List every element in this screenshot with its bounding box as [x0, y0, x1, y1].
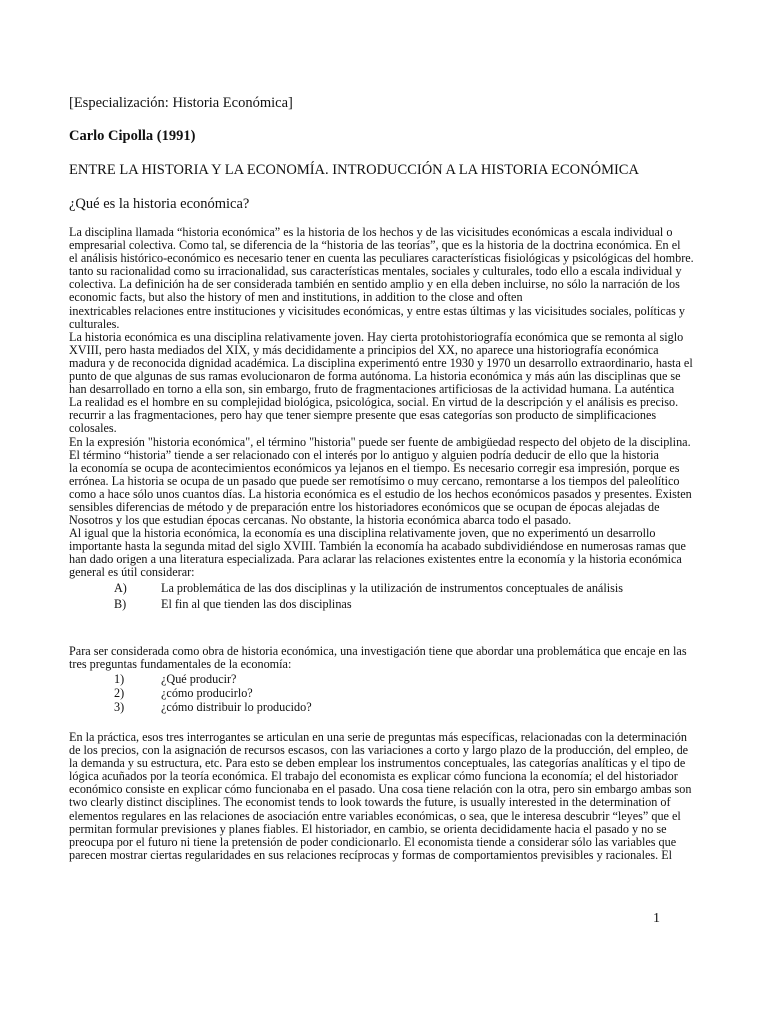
- text-line: económico consiste en explicar cómo funcionaba en el pasado. Una cosa tiene relación con la otra, pero sin embargo ambas son: [69, 782, 692, 797]
- list-item: [69, 596, 701, 612]
- text-line: parecen mostrar ciertas regularidades en sus relaciones recíprocas y formas de comportamientos previsibles y racionales. El: [69, 847, 673, 862]
- list-marker: 2): [114, 686, 125, 701]
- text-line: La disciplina llamada “historia económica” es la historia de los hechos y de las vicisitudes económicas a escala individual o: [69, 225, 673, 239]
- list-marker: 3): [114, 700, 125, 715]
- text-line: importante hasta la segunda mitad del siglo XVIII. También la economía ha acabado subdividiéndose en numerosas ramas que: [69, 539, 686, 554]
- questions-list: [69, 672, 701, 714]
- text-line: la economía se ocupa de acontecimientos económicos ya lejanos en el tiempo. Es necesario corregir esa impresión, porque es: [69, 460, 680, 475]
- text-line: han desarrollado en torno a ella son, sin embargo, fruto de fragmentaciones artificiosas de la actividad humana. La auténtica: [69, 382, 675, 397]
- text-line: el análisis histórico-económico es necesario tener en cuenta las peculiares características fisiológicas y psicológicas del hombre.: [69, 251, 694, 266]
- considerations-list: [69, 580, 701, 612]
- text-line: Al igual que la historia económica, la economía es una disciplina relativamente joven, que no experimentó un desarrollo: [69, 526, 656, 541]
- text-line: preocupa por el futuro ni tiene la pretensión de poder condicionarlo. El economista tiende a considerar sólo las variables que: [69, 834, 677, 849]
- specialization-heading: [Especialización: Historia Económica]: [69, 95, 293, 111]
- list-text: La problemática de las dos disciplinas y la utilización de instrumentos conceptuales de análisis: [161, 580, 623, 595]
- text-line: la demanda y su estructura, etc. Para esto se deben emplear los instrumentos conceptuales, las categorías analíticas y el tipo de: [69, 756, 686, 771]
- text-line: elementos regulares en las relaciones de asociación entre variables económicas, o sea, que le interesa descubrir “leyes” que el: [69, 808, 681, 823]
- list-item: [69, 672, 701, 686]
- text-line: Nosotros y los que estudian épocas cercanas. No obstante, la historia económica abarca todo el pasado.: [69, 513, 572, 528]
- list-marker: A): [114, 580, 127, 595]
- text-line: La realidad es el hombre en su complejidad biológica, psicológica, social. En virtud de la descripción y el análisis es preciso.: [69, 395, 679, 410]
- text-line: inextricables relaciones entre instituciones y vicisitudes económicas, y entre estas últimas y las vicisitudes sociales, políticas y: [69, 303, 685, 318]
- list-item: [69, 580, 701, 596]
- text-line: general es útil considerar:: [69, 565, 195, 580]
- text-line: colectiva. La definición ha de ser considerada también en sentido amplio y en ella deben incluirse, no sólo la narración de los: [69, 277, 680, 292]
- list-text: ¿Qué producir?: [161, 672, 237, 687]
- text-line: como a hace sólo unos cuantos días. La historia económica es el estudio de los hechos económicos pasados y presentes. Existen: [69, 486, 692, 501]
- list-text: ¿cómo distribuir lo producido?: [161, 700, 312, 715]
- text-line: culturales.: [69, 316, 120, 331]
- text-line: XVIII, pero hasta mediados del XIX, y más decididamente a principios del XX, no aparece una historiografía económica: [69, 342, 659, 357]
- list-text: ¿cómo producirlo?: [161, 686, 253, 701]
- third-paragraph: [69, 731, 701, 862]
- text-line: han dado origen a una literatura especializada. Para aclarar las relaciones existentes entre la economía y la historia económica: [69, 552, 682, 567]
- author-heading: Carlo Cipolla (1991): [69, 128, 196, 144]
- document-title: ENTRE LA HISTORIA Y LA ECONOMÍA. INTRODUCCIÓN A LA HISTORIA ECONÓMICA: [69, 162, 639, 178]
- text-line: de los precios, con la asignación de recursos escasos, con las variaciones a corto y largo plazo de la producción, del empleo, de: [69, 743, 689, 758]
- text-line: Para ser considerada como obra de historia económica, una investigación tiene que abordar una problemática que encaje en las: [69, 644, 687, 658]
- para2-lines: [69, 645, 701, 671]
- text-line: lógica acuñados por la teoría económica. El trabajo del economista es explicar cómo funciona la economía; el del historiador: [69, 769, 678, 784]
- page-number: 1: [653, 911, 660, 926]
- text-line: recurrir a las fragmentaciones, pero hay que tener siempre presente que esas categorías son producto de simplificaciones: [69, 408, 657, 423]
- text-line: errónea. La historia se ocupa de un pasado que puede ser remotísimo o muy cercano, remontarse a los tiempos del paleolítico: [69, 473, 680, 488]
- text-line: tres preguntas fundamentales de la economía:: [69, 657, 292, 672]
- list-item: [69, 686, 701, 700]
- section-question: ¿Qué es la historia económica?: [69, 196, 250, 212]
- text-line: madura y de reconocida dignidad académica. La disciplina experimentó entre 1930 y 1970 un desarrollo extraordinario, hasta el: [69, 355, 693, 370]
- text-line: permitan formular previsiones y planes fiables. El historiador, en cambio, se orienta decididamente hacia el pasado y no se: [69, 821, 667, 836]
- text-line: empresarial colectiva. Como tal, se diferencia de la “historia de las teorías”, que es la historia de la doctrina económica. En el: [69, 238, 681, 253]
- list-item: [69, 700, 701, 714]
- text-line: En la práctica, esos tres interrogantes se articulan en una serie de preguntas más específicas, relacionadas con la determinación: [69, 730, 687, 744]
- text-line: sensibles diferencias de método y de preparación entre los historiadores económicos que se ocupan de épocas alejadas de: [69, 499, 660, 514]
- text-line: La historia económica es una disciplina relativamente joven. Hay cierta protohistoriografía económica que se remonta al siglo: [69, 329, 684, 344]
- main-body: [69, 226, 701, 612]
- list-marker: 1): [114, 672, 125, 687]
- list-marker: B): [114, 596, 127, 611]
- text-line: economic facts, but also the history of men and institutions, in addition to the close and often: [69, 290, 523, 305]
- text-line: colosales.: [69, 421, 117, 436]
- list-text: El fin al que tienden las dos disciplinas: [161, 596, 352, 611]
- text-line: punto de que algunas de sus ramas evolucionaron de forma autónoma. La historia económica y más aún las disciplinas que se: [69, 369, 681, 384]
- text-line: tanto su racionalidad como su irracionalidad, sus características mentales, sociales y culturales, todo ello a escala individual y: [69, 264, 682, 279]
- text-line: El término “historia” tiende a ser relacionado con el interés por lo antiguo y alguien podría deducir de ello que la historia: [69, 447, 659, 462]
- body-lines: [69, 226, 701, 580]
- text-line: En la expresión "historia económica", el término "historia" puede ser fuente de ambigüedad respecto del objeto de la disciplina.: [69, 434, 691, 449]
- text-line: two clearly distinct disciplines. The economist tends to look towards the future, is usually interested in the determination of: [69, 795, 671, 810]
- para3-lines: [69, 731, 701, 862]
- second-paragraph: [69, 645, 701, 714]
